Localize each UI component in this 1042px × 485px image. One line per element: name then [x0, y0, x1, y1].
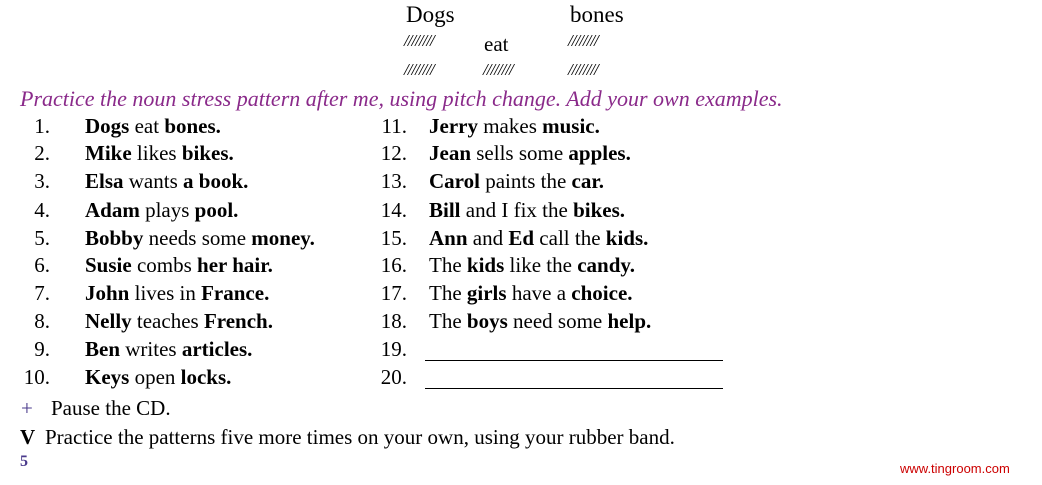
sentence-text: likes: [131, 141, 182, 165]
stressed-word: apples.: [568, 141, 631, 165]
item-number: 1.: [34, 114, 50, 138]
stressed-word: Ann: [429, 226, 468, 250]
diagram-word-eat: eat: [484, 32, 509, 56]
sentence-text: call the: [534, 226, 606, 250]
stressed-word: Nelly: [85, 309, 132, 333]
stressed-word: locks.: [180, 365, 232, 389]
stressed-word: choice.: [571, 281, 633, 305]
stressed-word: Jerry: [429, 114, 478, 138]
item-number: 13.: [380, 169, 407, 193]
stress-marks-high-2: ////////: [568, 31, 598, 50]
sentence-text: teaches: [131, 309, 204, 333]
stressed-word: John: [85, 281, 130, 305]
exercise-sentence: [85, 198, 238, 222]
instruction-text: Practice the noun stress pattern after me, using pitch change. Add your own examples.: [20, 86, 783, 111]
page-number: 5: [20, 453, 28, 470]
stressed-word: Keys: [85, 365, 130, 389]
stressed-word: bikes.: [573, 198, 625, 222]
exercise-sentence: [85, 365, 231, 389]
stressed-word: her hair.: [197, 253, 273, 277]
diagram-word-bones: bones: [570, 2, 624, 27]
item-number: 18.: [380, 309, 407, 333]
item-number: 17.: [380, 281, 407, 305]
item-number: 3.: [34, 169, 50, 193]
exercise-sentence: [429, 141, 631, 165]
sentence-text: and I fix the: [460, 198, 574, 222]
item-number: 11.: [381, 114, 407, 138]
check-icon: V: [20, 425, 36, 449]
stressed-word: money.: [251, 226, 315, 250]
exercise-sentence: [85, 253, 273, 277]
stress-marks-low-2: ////////: [483, 60, 513, 79]
stressed-word: Ed: [508, 226, 535, 250]
stressed-word: France.: [201, 281, 270, 305]
exercise-sentence: [85, 281, 269, 305]
stressed-word: Susie: [85, 253, 132, 277]
item-number: 6.: [34, 253, 50, 277]
stressed-word: a book.: [183, 169, 249, 193]
sentence-text: writes: [120, 337, 182, 361]
item-number: 20.: [380, 365, 407, 389]
item-number: 7.: [34, 281, 50, 305]
answer-line-20[interactable]: [425, 388, 675, 389]
exercise-sentence: [429, 198, 625, 222]
stressed-word: Jean: [429, 141, 471, 165]
exercise-sentence: [85, 309, 273, 333]
item-number: 12.: [380, 141, 407, 165]
sentence-text: eat: [129, 114, 165, 138]
item-number: 19.: [380, 337, 407, 361]
exercise-sentence: [429, 253, 635, 277]
sentence-text: combs: [131, 253, 198, 277]
stressed-word: bones.: [164, 114, 221, 138]
stressed-word: boys: [466, 309, 508, 333]
sentence-text: have a: [506, 281, 572, 305]
pause-text: Pause the CD.: [51, 396, 171, 420]
practice-text: Practice the patterns five more times on your own, using your rubber band.: [45, 425, 675, 449]
item-number: 4.: [34, 198, 50, 222]
stressed-word: French.: [203, 309, 273, 333]
stressed-word: Mike: [85, 141, 132, 165]
exercise-sentence: [429, 281, 633, 305]
sentence-text: makes: [477, 114, 543, 138]
item-number: 14.: [380, 198, 407, 222]
stressed-word: pool.: [194, 198, 239, 222]
stressed-word: Elsa: [85, 169, 124, 193]
stressed-word: Bill: [429, 198, 461, 222]
stressed-word: help.: [607, 309, 652, 333]
sentence-text: and: [467, 226, 509, 250]
sentence-text: The: [429, 309, 467, 333]
stressed-word: Ben: [85, 337, 121, 361]
plus-icon: +: [21, 396, 33, 420]
stress-marks-high-1: ////////: [404, 31, 434, 50]
stress-marks-low-3: ////////: [568, 60, 598, 79]
stressed-word: Bobby: [85, 226, 144, 250]
item-number: 8.: [34, 309, 50, 333]
answer-line-20-ext: [675, 388, 723, 389]
exercise-sentence: [85, 226, 315, 250]
sentence-text: sells some: [471, 141, 569, 165]
diagram-word-dogs: Dogs: [406, 2, 455, 27]
sentence-text: paints the: [479, 169, 572, 193]
stressed-word: candy.: [577, 253, 635, 277]
sentence-text: needs some: [143, 226, 252, 250]
stressed-word: bikes.: [181, 141, 234, 165]
stressed-word: articles.: [181, 337, 253, 361]
sentence-text: need some: [507, 309, 608, 333]
answer-line-19[interactable]: [425, 360, 675, 361]
sentence-text: The: [429, 253, 467, 277]
sentence-text: wants: [123, 169, 184, 193]
sentence-text: like the: [504, 253, 578, 277]
exercise-sentence: [429, 226, 648, 250]
sentence-text: lives in: [129, 281, 202, 305]
exercise-sentence: [429, 169, 604, 193]
item-number: 15.: [380, 226, 407, 250]
stressed-word: kids.: [605, 226, 649, 250]
exercise-sentence: [85, 114, 221, 138]
item-number: 16.: [380, 253, 407, 277]
item-number: 9.: [34, 337, 50, 361]
stressed-word: kids: [466, 253, 505, 277]
answer-line-19-ext: [675, 360, 723, 361]
item-number: 10.: [23, 365, 50, 389]
stressed-word: Dogs: [85, 114, 130, 138]
stressed-word: Adam: [85, 198, 140, 222]
exercise-sentence: [85, 337, 252, 361]
item-number: 5.: [34, 226, 50, 250]
exercise-sentence: [85, 169, 248, 193]
stressed-word: Carol: [429, 169, 480, 193]
sentence-text: open: [129, 365, 181, 389]
stressed-word: car.: [571, 169, 604, 193]
exercise-sentence: [429, 309, 651, 333]
sentence-text: plays: [139, 198, 195, 222]
exercise-sentence: [85, 141, 234, 165]
stress-marks-low-1: ////////: [404, 60, 434, 79]
exercise-sentence: [429, 114, 600, 138]
stressed-word: girls: [466, 281, 507, 305]
sentence-text: The: [429, 281, 467, 305]
item-number: 2.: [34, 141, 50, 165]
site-link[interactable]: www.tingroom.com: [900, 461, 1010, 476]
stressed-word: music.: [542, 114, 600, 138]
